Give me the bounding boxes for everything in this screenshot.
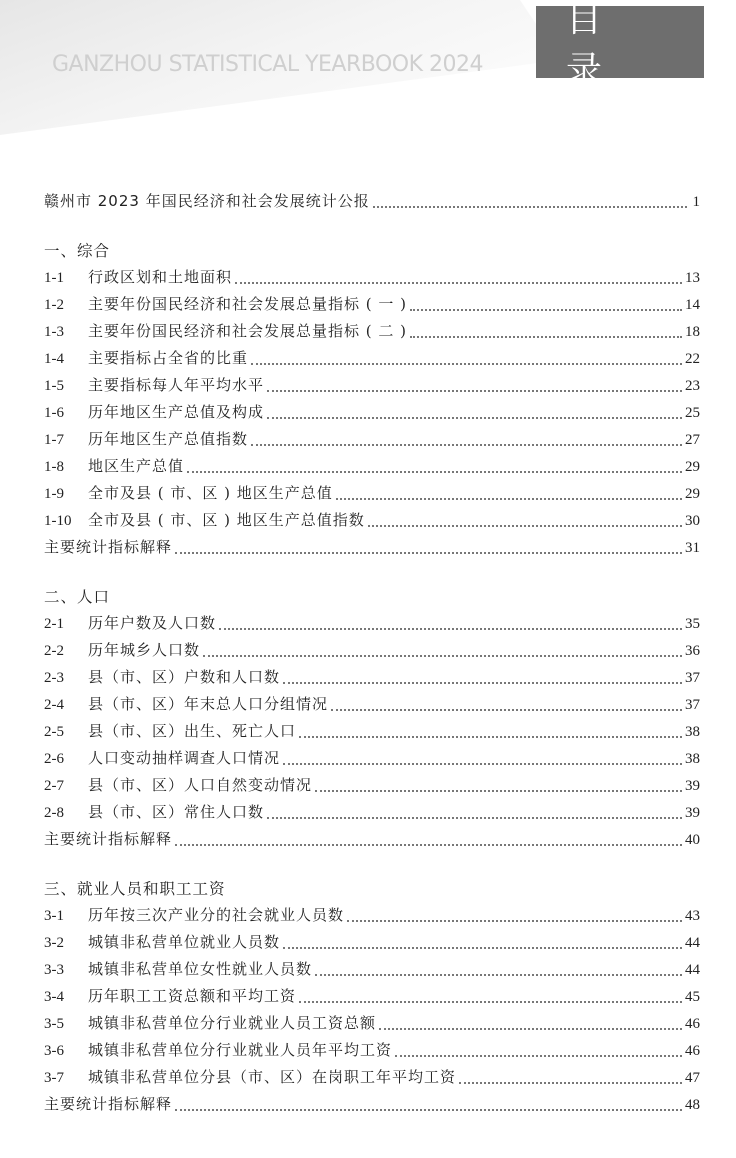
toc-entry-number: 3-3 bbox=[44, 962, 64, 978]
toc-entry[interactable] bbox=[44, 482, 700, 509]
toc-entry[interactable] bbox=[44, 1093, 700, 1120]
toc-entry-number: 1-5 bbox=[44, 378, 64, 394]
toc-entry-number: 2-8 bbox=[44, 805, 64, 821]
leader-dots bbox=[315, 974, 682, 976]
toc-entry-page: 29 bbox=[685, 486, 700, 502]
toc-entry[interactable] bbox=[44, 693, 700, 720]
toc-entry-title: 行政区划和土地面积 bbox=[88, 268, 233, 286]
toc-entry-number: 1-2 bbox=[44, 297, 64, 313]
toc-entry[interactable] bbox=[44, 320, 700, 347]
toc-entry-number: 2-4 bbox=[44, 697, 64, 713]
toc-entry[interactable] bbox=[44, 266, 700, 293]
leader-dots bbox=[251, 444, 682, 446]
leader-dots bbox=[410, 336, 682, 338]
toc-entry-page: 35 bbox=[685, 616, 700, 632]
leader-dots bbox=[187, 471, 682, 473]
toc-entry-number: 2-3 bbox=[44, 670, 64, 686]
leader-dots bbox=[283, 682, 682, 684]
toc-entry-title: 主要指标每人年平均水平 bbox=[88, 376, 265, 394]
toc-entry-title: 全市及县 ( 市、区 ) 地区生产总值指数 bbox=[88, 511, 365, 529]
leader-dots bbox=[379, 1028, 682, 1030]
toc-entry-page: 38 bbox=[685, 724, 700, 740]
toc-entry[interactable] bbox=[44, 401, 700, 428]
toc-entry-page: 43 bbox=[685, 908, 700, 924]
toc-entry-page: 44 bbox=[685, 962, 700, 978]
section-heading: 二、人口 bbox=[44, 588, 111, 606]
toc-entry-title: 历年城乡人口数 bbox=[88, 641, 201, 659]
yearbook-title: GANZHOU STATISTICAL YEARBOOK 2024 bbox=[52, 52, 484, 77]
toc-entry-number: 1-4 bbox=[44, 351, 64, 367]
toc-entry-page: 29 bbox=[685, 459, 700, 475]
toc-entry[interactable] bbox=[44, 720, 700, 747]
toc-entry-page: 25 bbox=[685, 405, 700, 421]
toc-entry-number: 1-9 bbox=[44, 486, 64, 502]
leader-dots bbox=[175, 552, 682, 554]
toc-entry-title: 县（市、区）人口自然变动情况 bbox=[88, 776, 313, 794]
leader-dots bbox=[219, 628, 682, 630]
leader-dots bbox=[267, 417, 682, 419]
toc-entry-title: 城镇非私营单位分行业就业人员工资总额 bbox=[88, 1014, 377, 1032]
toc-entry[interactable] bbox=[44, 931, 700, 958]
leader-dots bbox=[175, 844, 682, 846]
toc-entry-number: 1-1 bbox=[44, 270, 64, 286]
toc-entry-page: 39 bbox=[685, 805, 700, 821]
leader-dots bbox=[410, 309, 682, 311]
toc-entry[interactable] bbox=[44, 455, 700, 482]
leader-dots bbox=[459, 1082, 682, 1084]
toc-entry-title: 主要统计指标解释 bbox=[44, 1095, 173, 1113]
toc-entry-title: 人口变动抽样调查人口情况 bbox=[88, 749, 281, 767]
toc-entry-number: 1-8 bbox=[44, 459, 64, 475]
toc-entry-title: 城镇非私营单位就业人员数 bbox=[88, 933, 281, 951]
toc-entry-page: 46 bbox=[685, 1016, 700, 1032]
toc-entry-number: 2-5 bbox=[44, 724, 64, 740]
toc-entry-page: 44 bbox=[685, 935, 700, 951]
toc-entry-title: 县（市、区）常住人口数 bbox=[88, 803, 265, 821]
toc-entry-title: 地区生产总值 bbox=[88, 457, 185, 475]
leader-dots bbox=[331, 709, 682, 711]
toc-entry-title: 主要统计指标解释 bbox=[44, 538, 173, 556]
toc-entry-title: 历年户数及人口数 bbox=[88, 614, 217, 632]
toc-entry-number: 3-6 bbox=[44, 1043, 64, 1059]
toc-entry[interactable] bbox=[44, 958, 700, 985]
toc-entry[interactable] bbox=[44, 347, 700, 374]
toc-entry-number: 2-6 bbox=[44, 751, 64, 767]
toc-entry-page: 47 bbox=[685, 1070, 700, 1086]
section-heading: 一、综合 bbox=[44, 242, 111, 260]
toc-entry-page: 14 bbox=[685, 297, 700, 313]
toc-entry-number: 2-1 bbox=[44, 616, 64, 632]
toc-entry-number: 3-2 bbox=[44, 935, 64, 951]
toc-entry-number: 3-1 bbox=[44, 908, 64, 924]
toc-entry-title: 县（市、区）户数和人口数 bbox=[88, 668, 281, 686]
toc-entry-page: 38 bbox=[685, 751, 700, 767]
toc-entry[interactable] bbox=[44, 828, 700, 855]
toc-entry[interactable] bbox=[44, 1039, 700, 1066]
leader-dots bbox=[299, 1001, 682, 1003]
toc-entry-page: 37 bbox=[685, 697, 700, 713]
leader-dots bbox=[283, 947, 682, 949]
toc-entry-number: 1-6 bbox=[44, 405, 64, 421]
toc-entry-page: 46 bbox=[685, 1043, 700, 1059]
toc-entry[interactable] bbox=[44, 747, 700, 774]
toc-entry-title: 赣州市 2023 年国民经济和社会发展统计公报 bbox=[44, 192, 370, 210]
toc-entry-title: 历年地区生产总值及构成 bbox=[88, 403, 265, 421]
section-heading: 三、就业人员和职工工资 bbox=[44, 880, 226, 898]
toc-entry-title: 历年职工工资总额和平均工资 bbox=[88, 987, 297, 1005]
toc-entry-intro[interactable] bbox=[44, 190, 700, 217]
toc-entry[interactable] bbox=[44, 293, 700, 320]
toc-entry-page: 36 bbox=[685, 643, 700, 659]
toc-entry-title: 历年地区生产总值指数 bbox=[88, 430, 249, 448]
toc-entry[interactable] bbox=[44, 801, 700, 828]
toc-sections bbox=[44, 239, 700, 1120]
toc-entry[interactable] bbox=[44, 666, 700, 693]
leader-dots bbox=[235, 282, 682, 284]
toc-entry-title: 历年按三次产业分的社会就业人员数 bbox=[88, 906, 345, 924]
toc-entry-page: 48 bbox=[685, 1097, 700, 1113]
toc-entry-number: 1-7 bbox=[44, 432, 64, 448]
toc-entry-title: 主要年份国民经济和社会发展总量指标 ( 二 ) bbox=[88, 322, 408, 340]
leader-dots bbox=[175, 1109, 682, 1111]
toc-entry-page: 27 bbox=[685, 432, 700, 448]
leader-dots bbox=[395, 1055, 682, 1057]
leader-dots bbox=[373, 206, 687, 208]
table-of-contents bbox=[44, 190, 700, 1120]
toc-entry[interactable] bbox=[44, 639, 700, 666]
toc-entry[interactable] bbox=[44, 1066, 700, 1093]
leader-dots bbox=[299, 736, 682, 738]
toc-entry-title: 主要统计指标解释 bbox=[44, 830, 173, 848]
toc-entry-title: 主要年份国民经济和社会发展总量指标 ( 一 ) bbox=[88, 295, 408, 313]
toc-entry-number: 3-7 bbox=[44, 1070, 64, 1086]
leader-dots bbox=[251, 363, 682, 365]
toc-entry[interactable] bbox=[44, 774, 700, 801]
leader-dots bbox=[347, 920, 682, 922]
toc-entry-number: 1-3 bbox=[44, 324, 64, 340]
toc-entry-page: 37 bbox=[685, 670, 700, 686]
toc-entry-page: 23 bbox=[685, 378, 700, 394]
leader-dots bbox=[336, 498, 682, 500]
toc-entry[interactable] bbox=[44, 374, 700, 401]
toc-entry[interactable] bbox=[44, 536, 700, 563]
leader-dots bbox=[315, 790, 682, 792]
toc-entry-page: 40 bbox=[685, 832, 700, 848]
toc-entry-page: 45 bbox=[685, 989, 700, 1005]
leader-dots bbox=[203, 655, 682, 657]
toc-entry-number: 3-5 bbox=[44, 1016, 64, 1032]
toc-entry[interactable] bbox=[44, 904, 700, 931]
toc-entry-title: 县（市、区）年末总人口分组情况 bbox=[88, 695, 329, 713]
toc-entry-page: 31 bbox=[685, 540, 700, 556]
toc-entry-title: 城镇非私营单位女性就业人员数 bbox=[88, 960, 313, 978]
leader-dots bbox=[283, 763, 682, 765]
toc-entry-page: 18 bbox=[685, 324, 700, 340]
toc-entry-title: 主要指标占全省的比重 bbox=[88, 349, 249, 367]
toc-entry-number: 2-2 bbox=[44, 643, 64, 659]
toc-entry-number: 1-10 bbox=[44, 513, 72, 529]
leader-dots bbox=[368, 525, 682, 527]
toc-entry[interactable] bbox=[44, 428, 700, 455]
toc-entry[interactable] bbox=[44, 1012, 700, 1039]
toc-entry[interactable] bbox=[44, 509, 700, 536]
toc-entry-page: 22 bbox=[685, 351, 700, 367]
toc-entry[interactable] bbox=[44, 985, 700, 1012]
toc-entry-title: 全市及县 ( 市、区 ) 地区生产总值 bbox=[88, 484, 333, 502]
toc-entry[interactable] bbox=[44, 612, 700, 639]
leader-dots bbox=[267, 390, 682, 392]
toc-entry-page: 13 bbox=[685, 270, 700, 286]
toc-entry-title: 县（市、区）出生、死亡人口 bbox=[88, 722, 297, 740]
leader-dots bbox=[267, 817, 682, 819]
toc-entry-page: 30 bbox=[685, 513, 700, 529]
toc-entry-page: 39 bbox=[685, 778, 700, 794]
toc-entry-page: 1 bbox=[692, 194, 700, 210]
contents-heading: 目 录 bbox=[536, 6, 704, 78]
toc-entry-number: 2-7 bbox=[44, 778, 64, 794]
toc-entry-title: 城镇非私营单位分县（市、区）在岗职工年平均工资 bbox=[88, 1068, 457, 1086]
toc-entry-number: 3-4 bbox=[44, 989, 64, 1005]
toc-entry-title: 城镇非私营单位分行业就业人员年平均工资 bbox=[88, 1041, 393, 1059]
